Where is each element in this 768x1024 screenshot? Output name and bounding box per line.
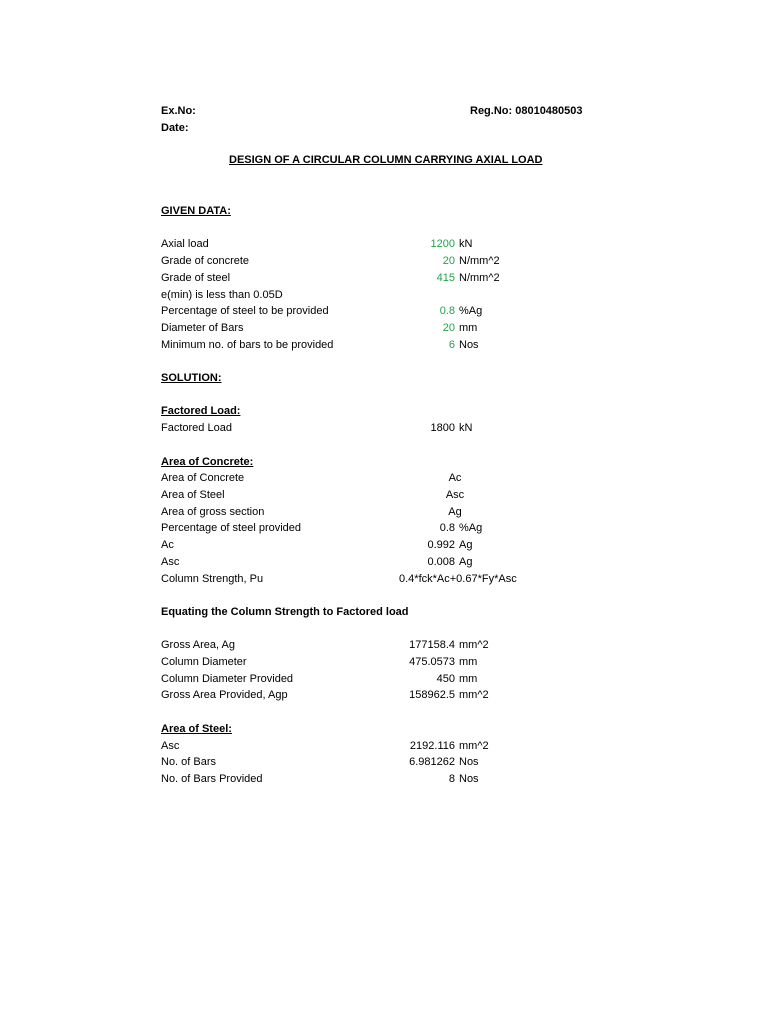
row-value: 8 xyxy=(448,773,455,785)
row-label: Column Diameter xyxy=(161,656,247,668)
equating-row-diameter-provided xyxy=(161,672,561,686)
concrete-row-column-strength xyxy=(161,572,561,586)
row-label: Column Strength, Pu xyxy=(161,573,264,585)
row-unit: Nos xyxy=(459,339,479,351)
row-unit: kN xyxy=(459,238,473,250)
row-unit: N/mm^2 xyxy=(459,272,500,284)
given-row-min-bars xyxy=(161,338,561,352)
row-label: Grade of concrete xyxy=(161,255,250,267)
row-label: Grade of steel xyxy=(161,272,231,284)
row-unit: kN xyxy=(459,422,473,434)
row-label: Ac xyxy=(161,539,174,551)
concrete-row-ac xyxy=(161,538,561,552)
equating-row-gross-area-provided xyxy=(161,688,561,702)
row-unit: mm^2 xyxy=(459,639,489,651)
row-label: Area of gross section xyxy=(161,506,265,518)
row-unit: %Ag xyxy=(459,305,483,317)
row-unit: N/mm^2 xyxy=(459,255,500,267)
row-label: Area of Steel xyxy=(161,489,225,501)
concrete-row-area-steel xyxy=(161,488,561,502)
row-value: 0.008 xyxy=(427,556,455,568)
row-unit: mm xyxy=(459,322,478,334)
row-formula: 0.4*fck*Ac+0.67*Fy*Asc xyxy=(399,573,517,585)
given-data-heading: GIVEN DATA: xyxy=(161,205,231,217)
area-concrete-heading: Area of Concrete: xyxy=(161,456,254,468)
row-label: Factored Load xyxy=(161,422,232,434)
row-label: No. of Bars Provided xyxy=(161,773,263,785)
reg-no-label: Reg.No: 08010480503 xyxy=(470,105,583,117)
row-value: 177158.4 xyxy=(409,639,455,651)
row-label: Gross Area, Ag xyxy=(161,639,235,651)
equating-heading: Equating the Column Strength to Factored load xyxy=(161,606,409,618)
factored-load-heading: Factored Load: xyxy=(161,405,241,417)
row-value: 475.0573 xyxy=(409,656,455,668)
concrete-row-asc xyxy=(161,555,561,569)
row-value: Ag xyxy=(448,506,462,518)
given-row-percentage-steel xyxy=(161,304,561,318)
row-value: 0.8 xyxy=(439,522,455,534)
row-value: 6.981262 xyxy=(409,756,455,768)
row-unit: Nos xyxy=(459,756,479,768)
ex-no-label: Ex.No: xyxy=(161,105,196,117)
row-unit: mm^2 xyxy=(459,740,489,752)
given-row-grade-concrete xyxy=(161,254,561,268)
row-value: 415 xyxy=(436,272,455,284)
concrete-row-gross-section xyxy=(161,505,561,519)
row-unit: Nos xyxy=(459,773,479,785)
row-unit: mm xyxy=(459,673,478,685)
row-unit: %Ag xyxy=(459,522,483,534)
equating-row-column-diameter xyxy=(161,655,561,669)
row-value: 158962.5 xyxy=(409,689,455,701)
row-unit: Ag xyxy=(459,539,473,551)
row-label: Asc xyxy=(161,556,180,568)
row-label: Asc xyxy=(161,740,180,752)
row-label: Column Diameter Provided xyxy=(161,673,294,685)
given-row-grade-steel xyxy=(161,271,561,285)
area-steel-heading: Area of Steel: xyxy=(161,723,232,735)
row-value: 20 xyxy=(442,322,455,334)
row-unit: mm^2 xyxy=(459,689,489,701)
row-label: Percentage of steel provided xyxy=(161,522,302,534)
given-row-emin xyxy=(161,288,561,302)
date-label: Date: xyxy=(161,122,189,134)
row-unit: mm xyxy=(459,656,478,668)
row-value: 1800 xyxy=(430,422,455,434)
given-row-axial-load xyxy=(161,237,561,251)
row-value: 1200 xyxy=(430,238,455,250)
row-value: 20 xyxy=(442,255,455,267)
row-label: Gross Area Provided, Agp xyxy=(161,689,288,701)
concrete-row-area-concrete xyxy=(161,471,561,485)
steel-row-asc xyxy=(161,739,561,753)
row-label: Diameter of Bars xyxy=(161,322,244,334)
row-label: e(min) is less than 0.05D xyxy=(161,289,283,301)
steel-row-no-bars xyxy=(161,755,561,769)
row-label: Axial load xyxy=(161,238,209,250)
row-label: Percentage of steel to be provided xyxy=(161,305,329,317)
row-label: Area of Concrete xyxy=(161,472,245,484)
row-value: 0.8 xyxy=(439,305,455,317)
solution-heading: SOLUTION: xyxy=(161,372,222,384)
row-value: Ac xyxy=(448,472,462,484)
row-value: 2192.116 xyxy=(409,740,455,752)
page-title: DESIGN OF A CIRCULAR COLUMN CARRYING AXIAL LOAD xyxy=(229,154,543,166)
row-value: 6 xyxy=(448,339,455,351)
steel-row-bars-provided xyxy=(161,772,561,786)
factored-load-row xyxy=(161,421,561,435)
concrete-row-percentage-steel xyxy=(161,521,561,535)
row-unit: Ag xyxy=(459,556,473,568)
row-value: 0.992 xyxy=(427,539,455,551)
given-row-diameter-bars xyxy=(161,321,561,335)
row-label: Minimum no. of bars to be provided xyxy=(161,339,334,351)
row-value: 450 xyxy=(436,673,455,685)
row-label: No. of Bars xyxy=(161,756,217,768)
equating-row-gross-area xyxy=(161,638,561,652)
row-value: Asc xyxy=(445,489,465,501)
